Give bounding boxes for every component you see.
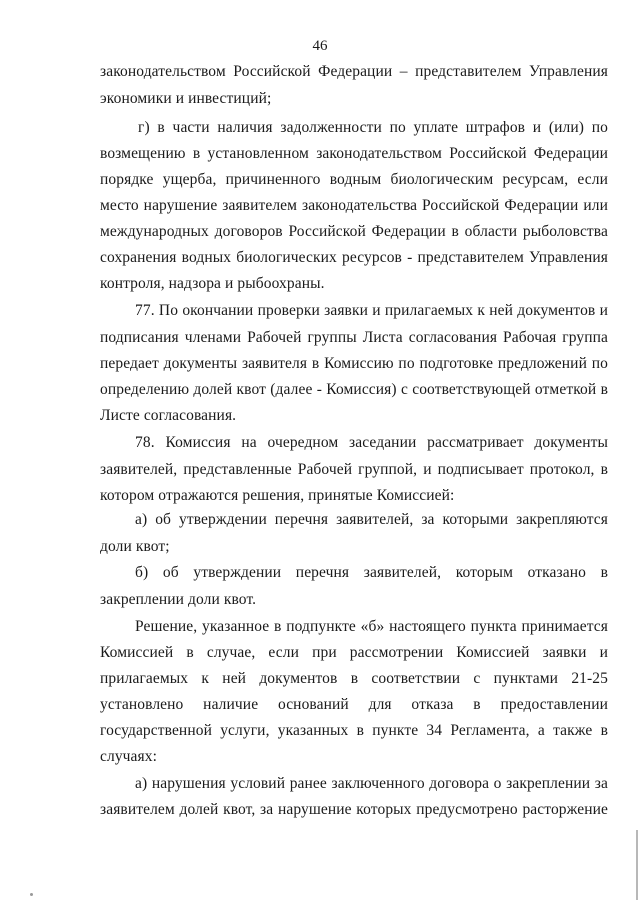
text-line: порядке ущерба, причиненного водным биологическим ресурсам, если	[100, 171, 608, 188]
text-line: заявителей, представленные Рабочей группой, и подписывает протокол, в	[100, 461, 608, 478]
text-line: Листе согласования.	[100, 407, 237, 424]
text-line: государственной услуги, указанных в пункте 34 Регламента, а также в	[100, 722, 608, 739]
text-line: возмещению в установленном законодательством Российской Федерации	[100, 145, 608, 162]
page-number: 46	[312, 38, 328, 54]
scan-edge-mark	[636, 830, 638, 900]
text-line: котором отражаются решения, принятые Комиссией:	[100, 487, 455, 504]
text-line: передает документы заявителя в Комиссию по подготовке предложений по	[100, 355, 608, 372]
text-line: определению долей квот (далее - Комиссия) с соответствующей отметкой в	[100, 381, 608, 398]
text-line: международных договоров Российской Федерации в области рыболовства	[100, 223, 608, 240]
text-line: контроля, надзора и рыбоохраны.	[100, 275, 325, 292]
text-line: законодательством Российской Федерации – представителем Управления	[100, 63, 608, 80]
text-line: г) в части наличия задолженности по уплате штрафов и (или) по	[138, 119, 608, 136]
text-line: экономики и инвестиций;	[100, 90, 272, 107]
text-line: Комиссией в случае, если при рассмотрении Комиссией заявки и	[100, 644, 608, 661]
text-line: 77. По окончании проверки заявки и прилагаемых к ней документов и	[135, 302, 608, 319]
text-line: подписания членами Рабочей группы Листа согласования Рабочая группа	[100, 329, 608, 346]
scan-dot	[30, 893, 33, 896]
text-line: а) об утверждении перечня заявителей, за которыми закрепляются	[135, 511, 608, 528]
text-line: 78. Комиссия на очередном заседании рассматривает документы	[135, 434, 608, 451]
text-line: установлено наличие оснований для отказа в предоставлении	[100, 696, 608, 713]
text-line: заявителем долей квот, за нарушение которых предусмотрено расторжение	[100, 801, 608, 818]
text-line: закреплении доли квот.	[100, 591, 257, 608]
text-line: прилагаемых к ней документов в соответствии с пунктами 21-25	[100, 670, 608, 687]
text-line: Решение, указанное в подпункте «б» настоящего пункта принимается	[135, 618, 608, 635]
text-line: случаях:	[100, 748, 158, 765]
text-line: доли квот;	[100, 538, 170, 555]
text-line: а) нарушения условий ранее заключенного договора о закреплении за	[135, 775, 608, 792]
text-line: б) об утверждении перечня заявителей, которым отказано в	[135, 564, 608, 581]
text-line: место нарушение заявителем законодательства Российской Федерации или	[100, 197, 608, 214]
text-line: сохранения водных биологических ресурсов - представителем Управления	[100, 249, 608, 266]
